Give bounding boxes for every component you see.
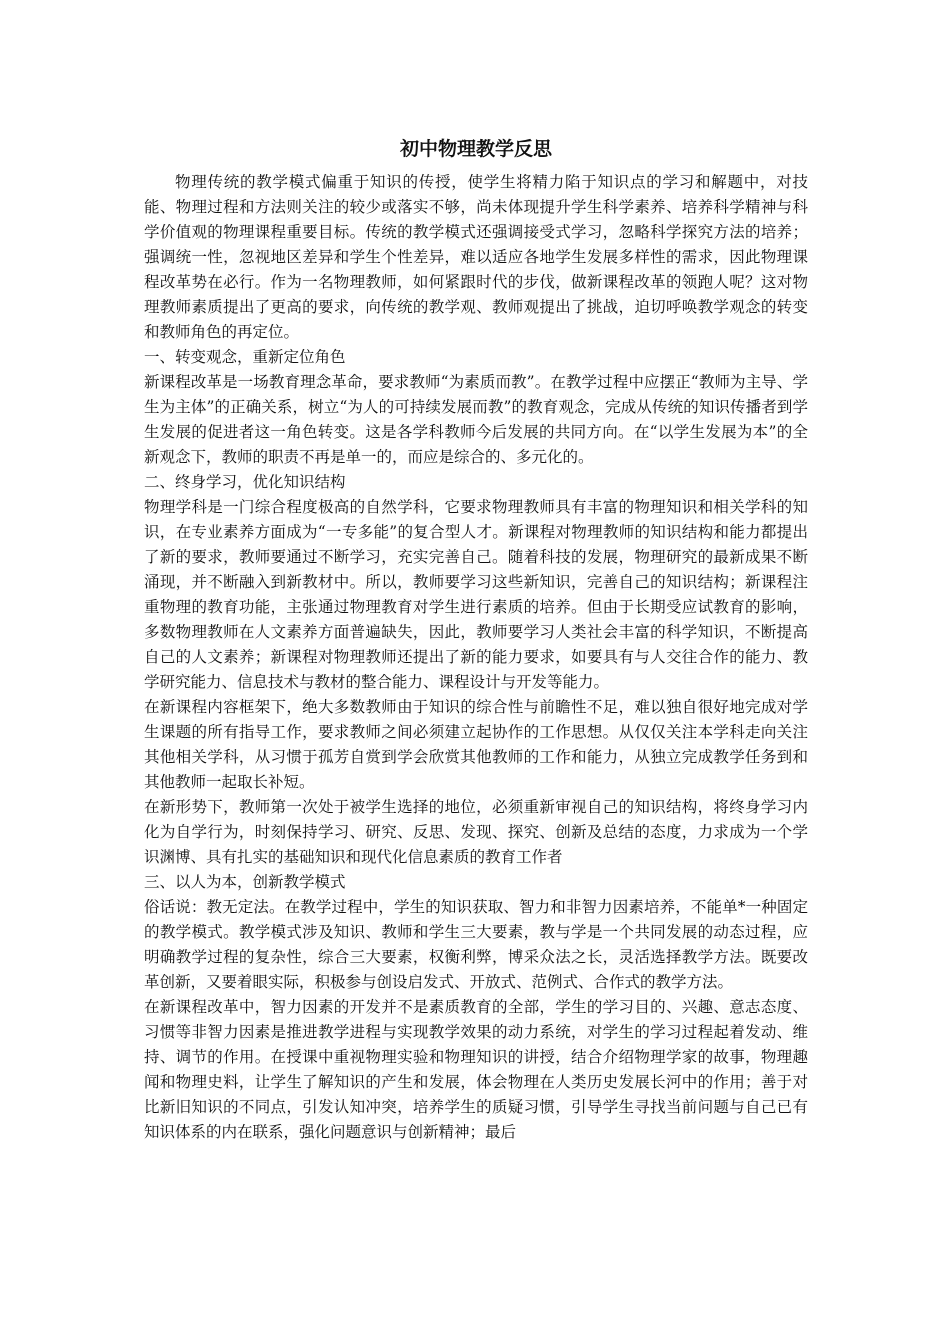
section-3-paragraph-1: 俗话说：教无定法。在教学过程中，学生的知识获取、智力和非智力因素培养，不能单*一种固定的教学模式。教学模式涉及知识、教师和学生三大要素，教与学是一个共同发展的动态过程，应明确教学过程的复杂性，综合三大要素，权衡利弊，博采众法之长，灵活选择教学方法。既要改革创新，又要着眼实际，积极参与创设启发式、开放式、范例式、合作式的教学方法。 — [144, 898, 808, 991]
document-page — [144, 132, 808, 1145]
section-1-paragraph: 新课程改革是一场教育理念革命，要求教师“为素质而教”。在教学过程中应摆正“教师为主导、学生为主体”的正确关系，树立“为人的可持续发展而教”的教育观念，完成从传统的知识传播者到学生发展的促进者这一角色转变。这是各学科教师今后发展的共同方向。在“以学生发展为本”的全新观念下，教师的职责不再是单一的，而应是综合的、多元化的。 — [144, 373, 808, 466]
section-heading-2: 二、终身学习，优化知识结构 — [144, 473, 346, 491]
section-heading-3: 三、以人为本，创新教学模式 — [144, 873, 346, 891]
section-heading-1: 一、转变观念，重新定位角色 — [144, 348, 346, 366]
section-3-paragraph-2: 在新课程改革中，智力因素的开发并不是素质教育的全部，学生的学习目的、兴趣、意志态度、习惯等非智力因素是推进教学进程与实现教学效果的动力系统，对学生的学习过程起着发动、维持、调节的作用。在授课中重视物理实验和物理知识的讲授，结合介绍物理学家的故事，物理趣闻和物理史料，让学生了解知识的产生和发展，体会物理在人类历史发展长河中的作用；善于对比新旧知识的不同点，引发认知冲突，培养学生的质疑习惯，引导学生寻找当前问题与自己已有知识体系的内在联系，强化问题意识与创新精神；最后 — [144, 998, 808, 1141]
document-title: 初中物理教学反思 — [399, 138, 552, 160]
section-2-paragraph-1: 物理学科是一门综合程度极高的自然学科，它要求物理教师具有丰富的物理知识和相关学科的知识，在专业素养方面成为“一专多能”的复合型人才。新课程对物理教师的知识结构和能力都提出了新的要求，教师要通过不断学习，充实完善自己。随着科技的发展，物理研究的最新成果不断涌现，并不断融入到新教材中。所以，教师要学习这些新知识，完善自己的知识结构；新课程注重物理的教育功能，主张通过物理教育对学生进行素质的培养。但由于长期受应试教育的影响，多数物理教师在人文素养方面普遍缺失，因此，教师要学习人类社会丰富的科学知识，不断提高自己的人文素养；新课程对物理教师还提出了新的能力要求，如要具有与人交往合作的能力、教学研究能力、信息技术与教材的整合能力、课程设计与开发等能力。 — [144, 498, 808, 691]
intro-paragraph: 物理传统的教学模式偏重于知识的传授，使学生将精力陷于知识点的学习和解题中，对技能、物理过程和方法则关注的较少或落实不够，尚未体现提升学生科学素养、培养科学精神与科学价值观的物理课程重要目标。传统的教学模式还强调接受式学习，忽略科学探究方法的培养；强调统一性，忽视地区差异和学生个性差异，难以适应各地学生发展多样性的需求，因此物理课程改革势在必行。作为一名物理教师，如何紧跟时代的步伐，做新课程改革的领跑人呢？这对物理教师素质提出了更高的要求，向传统的教学观、教师观提出了挑战，迫切呼唤教学观念的转变和教师角色的再定位。 — [144, 173, 808, 341]
section-2-paragraph-3: 在新形势下，教师第一次处于被学生选择的地位，必须重新审视自己的知识结构，将终身学习内化为自学行为，时刻保持学习、研究、反思、发现、探究、创新及总结的态度，力求成为一个学识渊博、具有扎实的基础知识和现代化信息素质的教育工作者 — [144, 798, 808, 866]
section-2-paragraph-2: 在新课程内容框架下，绝大多数教师由于知识的综合性与前瞻性不足，难以独自很好地完成对学生课题的所有指导工作，要求教师之间必须建立起协作的工作思想。从仅仅关注本学科走向关注其他相关学科，从习惯于孤芳自赏到学会欣赏其他教师的工作和能力，从独立完成教学任务到和其他教师一起取长补短。 — [144, 698, 808, 791]
